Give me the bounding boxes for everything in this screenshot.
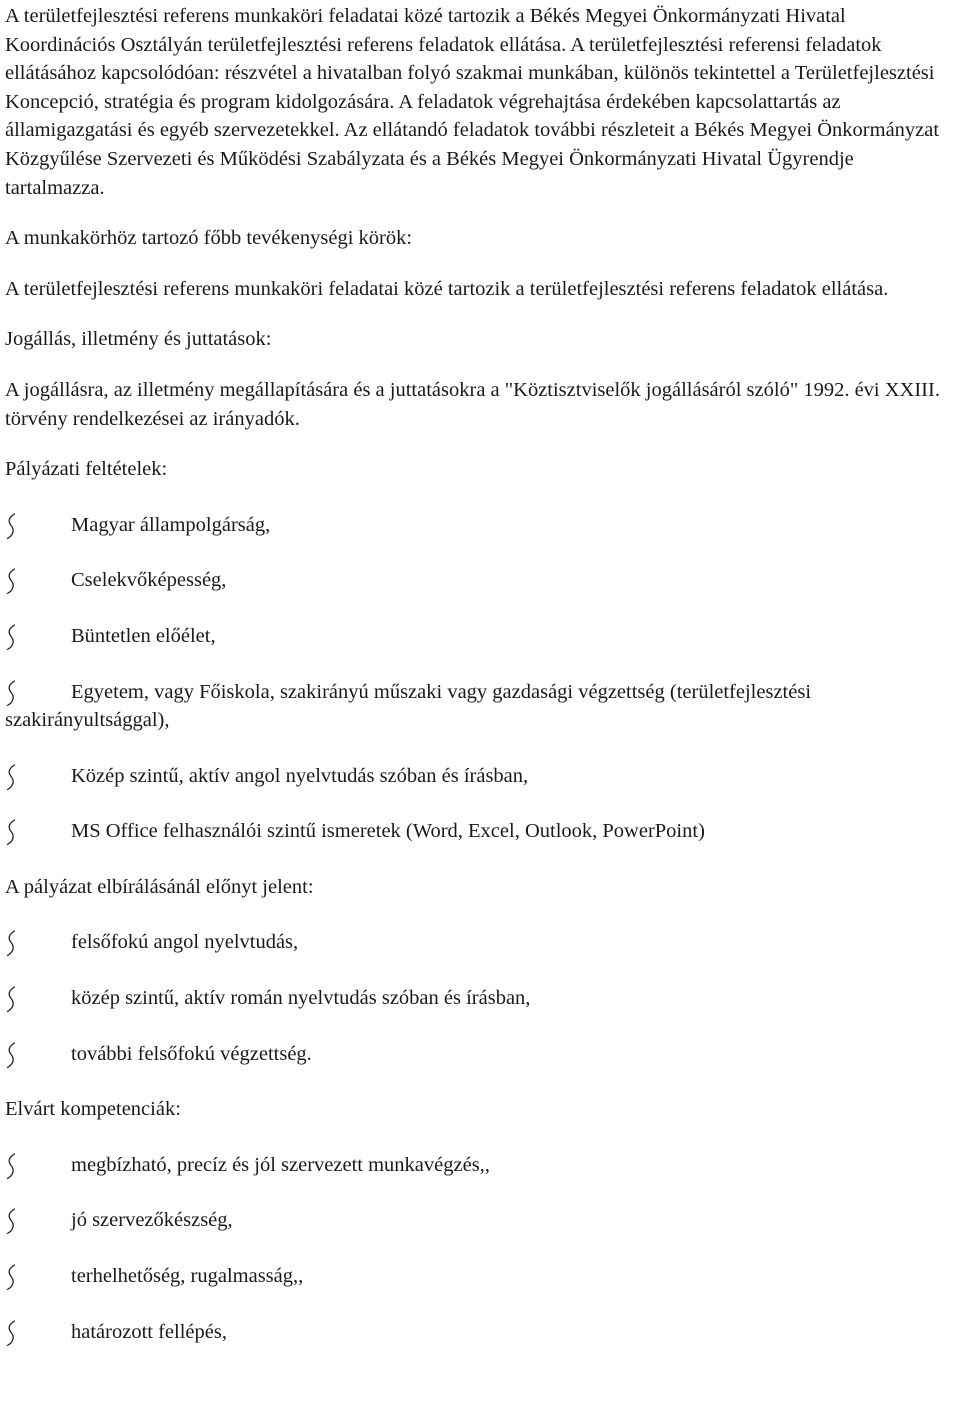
activities-paragraph: A területfejlesztési referens munkaköri feladatai közé tartozik a területfejlesztési referens feladatok ellátása. (5, 277, 889, 300)
section-mark-icon (5, 818, 17, 846)
section-mark-icon (5, 679, 17, 707)
list-item-text: felsőfokú angol nyelvtudás, (71, 931, 299, 954)
list-item (5, 1040, 957, 1069)
section-mark-icon (5, 512, 17, 540)
list-item (5, 928, 957, 957)
requirements-heading: Pályázati feltételek: (5, 458, 168, 481)
advantages-list (5, 928, 957, 1068)
list-item (5, 1151, 957, 1180)
requirements-list (5, 511, 957, 846)
competencies-list (5, 1151, 957, 1346)
activities-heading: A munkakörhöz tartozó főbb tevékenységi körök: (5, 227, 413, 250)
section-mark-icon (5, 1319, 17, 1347)
list-item-text: közép szintű, aktív román nyelvtudás szóban és írásban, (71, 987, 531, 1010)
section-mark-icon (5, 1207, 17, 1235)
list-item (5, 762, 957, 791)
section-mark-icon (5, 985, 17, 1013)
list-item (5, 1206, 957, 1235)
list-item-text: jó szervezőkészség, (71, 1209, 233, 1232)
list-item-text: Magyar állampolgárság, (71, 513, 271, 536)
legal-paragraph: A jogállásra, az illetmény megállapítására és a juttatásokra a "Köztisztviselők jogállásáról szóló" 1992. évi XXIII. törvény rendelkezései az irányadók. (5, 378, 940, 430)
list-item-text: Büntetlen előélet, (71, 624, 216, 647)
section-mark-icon (5, 1263, 17, 1291)
section-mark-icon (5, 763, 17, 791)
section-mark-icon (5, 623, 17, 651)
list-item-text: határozott fellépés, (71, 1320, 227, 1343)
section-mark-icon (5, 1152, 17, 1180)
list-item (5, 678, 957, 735)
legal-heading: Jogállás, illetmény és juttatások: (5, 328, 272, 351)
list-item (5, 1318, 957, 1347)
list-item-text: terhelhetőség, rugalmasság,, (71, 1265, 304, 1288)
list-item (5, 984, 957, 1013)
list-item-text: Cselekvőképesség, (71, 569, 227, 592)
competencies-heading: Elvárt kompetenciák: (5, 1098, 181, 1121)
list-item-text: Egyetem, vagy Főiskola, szakirányú műszaki vagy gazdasági végzettség (területfejlesztési szakirányultsággal), (5, 680, 812, 732)
section-mark-icon (5, 567, 17, 595)
list-item (5, 566, 957, 595)
list-item (5, 511, 957, 540)
list-item (5, 817, 957, 846)
list-item-text: megbízható, precíz és jól szervezett munkavégzés,, (71, 1153, 490, 1176)
list-item-text: további felsőfokú végzettség. (71, 1042, 312, 1065)
section-mark-icon (5, 1041, 17, 1069)
list-item-text: MS Office felhasználói szintű ismeretek (Word, Excel, Outlook, PowerPoint) (71, 820, 705, 843)
advantages-heading: A pályázat elbírálásánál előnyt jelent: (5, 875, 314, 898)
list-item-text: Közép szintű, aktív angol nyelvtudás szóban és írásban, (71, 764, 529, 787)
document-body (5, 2, 957, 1373)
list-item (5, 1262, 957, 1291)
section-mark-icon (5, 929, 17, 957)
list-item (5, 622, 957, 651)
intro-paragraph: A területfejlesztési referens munkaköri feladatai közé tartozik a Békés Megyei Önkormányzati Hivatal Koordinációs Osztályán területfejlesztési referens feladatok ellátása. A területfejlesztési referensi feladatok ellátásához kapcsolódóan: részvétel a hivatalban folyó szakmai munkában, különös tekintettel a Területfejlesztési Koncepció, stratégia és program kidolgozására. A feladatok végrehajtása érdekében kapcsolattartás az államigazgatási és egyéb szervezetekkel. Az ellátandó feladatok további részleteit a Békés Megyei Önkormányzat Közgyűlése Szervezeti és Működési Szabályzata és a Békés Megyei Önkormányzati Hivatal Ügyrendje tartalmazza. (5, 5, 940, 199)
